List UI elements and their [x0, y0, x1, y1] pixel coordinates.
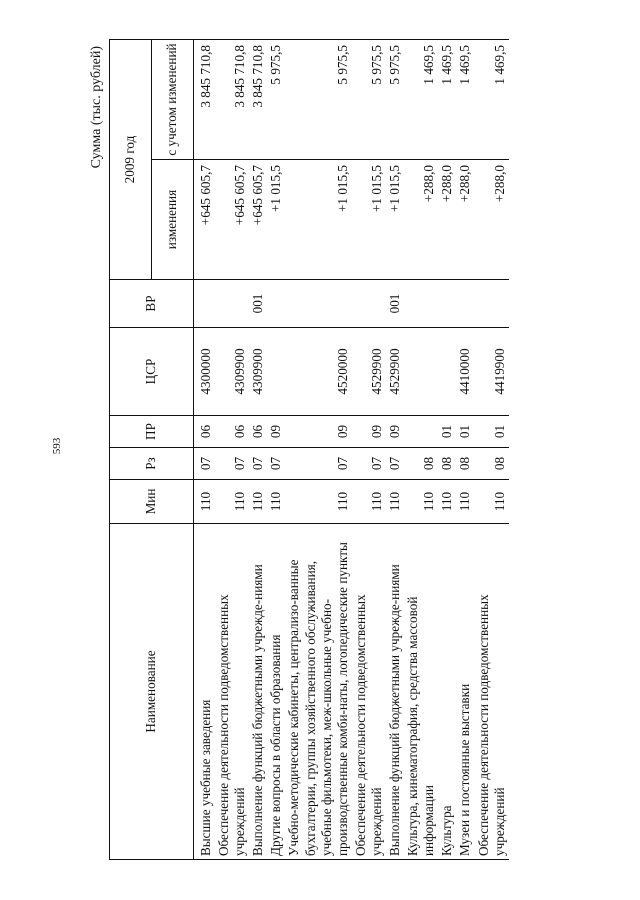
cell-change: +1 015,5: [386, 160, 404, 280]
header-with-change: с учетом изменений: [152, 40, 194, 160]
cell-name: Обеспечение деятельности подведомственных учреждений: [352, 524, 386, 860]
table-row: [352, 40, 386, 860]
cell-change: +288,0: [456, 160, 474, 280]
table-row: [404, 40, 438, 860]
cell-rz: 08: [404, 448, 438, 480]
cell-min: 110: [438, 480, 456, 524]
cell-total: 3 845 710,8: [194, 40, 216, 160]
cell-pr: 09: [352, 416, 386, 448]
cell-change: +1 015,5: [267, 160, 285, 280]
cell-min: 110: [475, 480, 509, 524]
cell-total: 1 469,5: [404, 40, 438, 160]
cell-vr: [438, 280, 456, 328]
cell-min: 110: [456, 480, 474, 524]
table-row: [267, 40, 285, 860]
cell-name: Другие вопросы в области образования: [267, 524, 285, 860]
cell-vr: [267, 280, 285, 328]
cell-name: Высшие учебные заведения: [194, 524, 216, 860]
cell-name: Учебно-методические кабинеты, централизо-ванные бухгалтерии, группы хозяйственного обслуживания, учебные фильмотеки, меж-школьные учебно-производственные комби-наты, логопедические пункты: [285, 524, 351, 860]
cell-total: 1 469,5: [438, 40, 456, 160]
cell-rz: 08: [456, 448, 474, 480]
cell-min: 110: [285, 480, 351, 524]
cell-name: Выполнение функций бюджетными учрежде-ниями: [386, 524, 404, 860]
cell-csr: 4309900: [215, 328, 249, 416]
cell-csr: 4520000: [285, 328, 351, 416]
cell-vr: [215, 280, 249, 328]
cell-change: +1 015,5: [285, 160, 351, 280]
cell-pr: 01: [438, 416, 456, 448]
cell-total: 5 975,5: [352, 40, 386, 160]
cell-change: +645 605,7: [215, 160, 249, 280]
budget-table: [109, 39, 509, 860]
cell-csr: 4309900: [249, 328, 267, 416]
cell-name: Обеспечение деятельности подведомственных учреждений: [475, 524, 509, 860]
cell-vr: [475, 280, 509, 328]
cell-change: +288,0: [404, 160, 438, 280]
table-row: [215, 40, 249, 860]
table-row: [475, 40, 509, 860]
cell-min: 110: [194, 480, 216, 524]
cell-change: +288,0: [438, 160, 456, 280]
cell-rz: 08: [438, 448, 456, 480]
cell-total: 3 845 710,8: [249, 40, 267, 160]
cell-pr: 01: [475, 416, 509, 448]
table-row: [456, 40, 474, 860]
cell-rz: 07: [249, 448, 267, 480]
cell-vr: 001: [386, 280, 404, 328]
cell-name: Культура, кинематография, средства массовой информации: [404, 524, 438, 860]
cell-pr: 09: [386, 416, 404, 448]
cell-pr: 09: [285, 416, 351, 448]
cell-change: +645 605,7: [194, 160, 216, 280]
page-number: 593: [51, 437, 63, 455]
cell-pr: [404, 416, 438, 448]
cell-total: 5 975,5: [285, 40, 351, 160]
cell-rz: 07: [386, 448, 404, 480]
table-row: [194, 40, 216, 860]
cell-total: 5 975,5: [386, 40, 404, 160]
cell-total: 5 975,5: [267, 40, 285, 160]
cell-rz: 07: [194, 448, 216, 480]
sum-caption: Сумма (тыс. рублей): [89, 46, 104, 169]
cell-name: Выполнение функций бюджетными учрежде-ниями: [249, 524, 267, 860]
cell-min: 110: [267, 480, 285, 524]
cell-pr: 06: [194, 416, 216, 448]
header-change: изменения: [152, 160, 194, 280]
cell-pr: 01: [456, 416, 474, 448]
cell-total: 1 469,5: [475, 40, 509, 160]
table-row: [249, 40, 267, 860]
cell-csr: 4529900: [386, 328, 404, 416]
header-pr: ПР: [110, 416, 194, 448]
table-row: [438, 40, 456, 860]
cell-min: 110: [386, 480, 404, 524]
cell-csr: 4410000: [456, 328, 474, 416]
cell-pr: 06: [215, 416, 249, 448]
cell-csr: 4419900: [475, 328, 509, 416]
cell-pr: 09: [267, 416, 285, 448]
cell-vr: [194, 280, 216, 328]
cell-vr: [285, 280, 351, 328]
cell-csr: [404, 328, 438, 416]
header-rz: Рз: [110, 448, 194, 480]
cell-min: 110: [249, 480, 267, 524]
header-vr: ВР: [110, 280, 194, 328]
cell-rz: 08: [475, 448, 509, 480]
table-row: [386, 40, 404, 860]
cell-rz: 07: [285, 448, 351, 480]
cell-rz: 07: [215, 448, 249, 480]
cell-csr: 4529900: [352, 328, 386, 416]
cell-total: 1 469,5: [456, 40, 474, 160]
cell-vr: [404, 280, 438, 328]
cell-min: 110: [352, 480, 386, 524]
header-csr: ЦСР: [110, 328, 194, 416]
header-year: 2009 год: [110, 40, 152, 280]
cell-change: +645 605,7: [249, 160, 267, 280]
cell-csr: 4300000: [194, 328, 216, 416]
cell-pr: 06: [249, 416, 267, 448]
cell-csr: [267, 328, 285, 416]
cell-vr: [352, 280, 386, 328]
cell-name: Культура: [438, 524, 456, 860]
header-name: Наименование: [110, 524, 194, 860]
cell-min: 110: [215, 480, 249, 524]
header-min: Мин: [110, 480, 194, 524]
cell-total: 3 845 710,8: [215, 40, 249, 160]
cell-min: 110: [404, 480, 438, 524]
cell-name: Обеспечение деятельности подведомственных учреждений: [215, 524, 249, 860]
cell-rz: 07: [267, 448, 285, 480]
cell-rz: 07: [352, 448, 386, 480]
cell-vr: 001: [249, 280, 267, 328]
cell-vr: [456, 280, 474, 328]
cell-change: +1 015,5: [352, 160, 386, 280]
cell-change: +288,0: [475, 160, 509, 280]
cell-name: Музеи и постоянные выставки: [456, 524, 474, 860]
cell-csr: [438, 328, 456, 416]
table-row: [285, 40, 351, 860]
rotated-page-content: [85, 40, 555, 860]
